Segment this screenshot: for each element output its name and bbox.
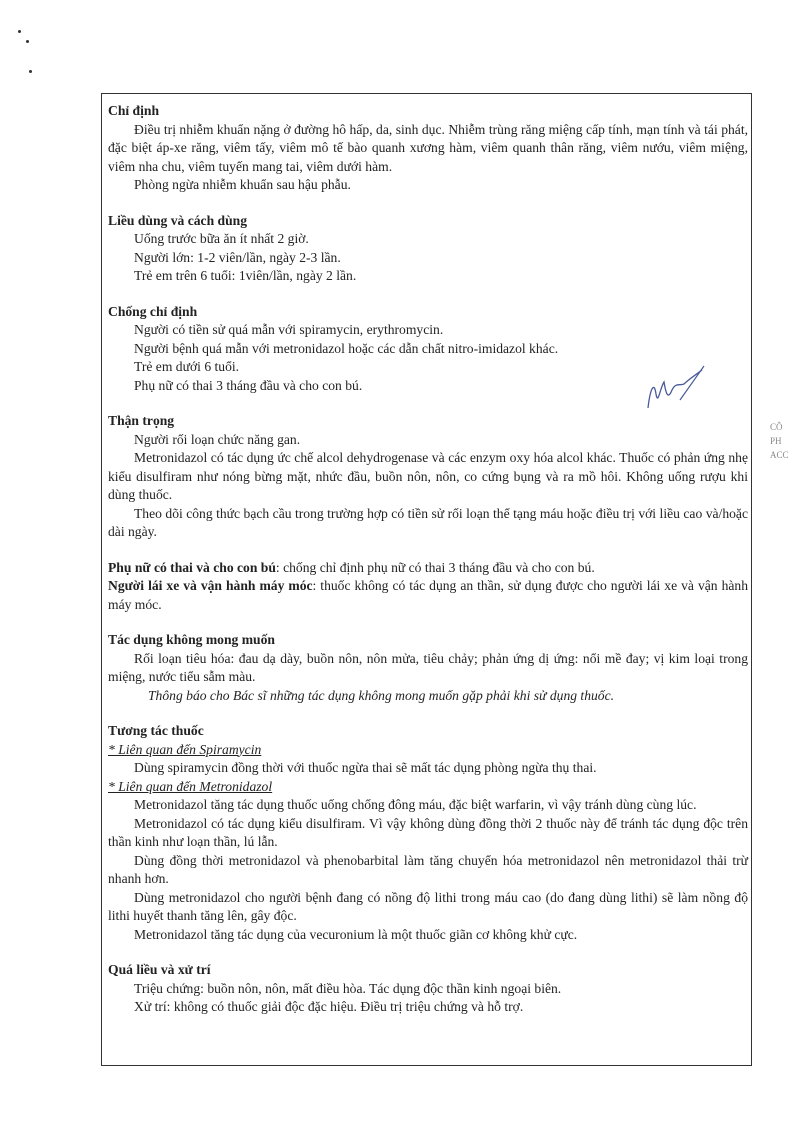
section-overdose: [108, 961, 748, 1017]
paragraph: Uống trước bữa ăn ít nhất 2 giờ.: [134, 231, 309, 246]
italic-note: Thông báo cho Bác sĩ những tác dụng không mong muốn gặp phải khi sử dụng thuốc.: [148, 687, 615, 703]
subsection-title: * Liên quan đến Spiramycin: [108, 741, 262, 757]
paragraph: Điều trị nhiễm khuẩn nặng ở đường hô hấp, da, sinh dục. Nhiễm trùng răng miệng cấp tính, mạn tính và tái phát, đặc biệt áp-xe răng, viêm tấy, viêm mô tế bào quanh xương hàm, viêm quanh thân răng, viêm nướu, viêm miệng, viêm nha chu, viêm tuyến mang tai, viêm dưới hàm.: [108, 121, 748, 174]
section-title: Tương tác thuốc: [108, 723, 204, 738]
section-title: Quá liều và xử trí: [108, 962, 211, 977]
section-cautions: [108, 412, 748, 542]
paragraph: Người lớn: 1-2 viên/lần, ngày 2-3 lần.: [134, 249, 341, 265]
section-interactions: [108, 722, 748, 944]
margin-stamp: CÔ PH ACC: [770, 422, 789, 460]
section-title: Chỉ định: [108, 103, 160, 118]
pregnancy-text: : chống chỉ định phụ nữ có thai 3 tháng đầu và cho con bú.: [275, 559, 595, 575]
paragraph: Rối loạn tiêu hóa: đau dạ dày, buồn nôn, nôn mửa, tiêu chảy; phản ứng dị ứng: nổi mề đay; vị kim loại trong miệng, nước tiểu sẫm màu.: [108, 650, 748, 684]
pregnancy-paragraph: [108, 559, 748, 578]
scan-speck: [26, 40, 29, 43]
section-adverse-effects: [108, 631, 748, 705]
paragraph: Metronidazol tăng tác dụng thuốc uống chống đông máu, đặc biệt warfarin, vì vậy tránh dùng cùng lúc.: [134, 797, 697, 812]
paragraph: Dùng đồng thời metronidazol và phenobarbital làm tăng chuyển hóa metronidazol nên metronidazol thải trừ nhanh hơn.: [108, 852, 748, 886]
paragraph: Người bệnh quá mẫn với metronidazol hoặc các dẫn chất nitro-imidazol khác.: [134, 340, 559, 356]
paragraph: Phụ nữ có thai 3 tháng đầu và cho con bú.: [134, 377, 363, 393]
section-indications: [108, 102, 748, 195]
section-dosage: [108, 212, 748, 286]
paragraph: Trẻ em dưới 6 tuổi.: [134, 359, 240, 374]
paragraph: Phòng ngừa nhiễm khuẩn sau hậu phẫu.: [134, 177, 351, 192]
paragraph: Metronidazol tăng tác dụng của vecuronium là một thuốc giãn cơ không khử cực.: [134, 926, 578, 942]
paragraph: Người có tiền sử quá mẫn với spiramycin, erythromycin.: [134, 322, 444, 337]
paragraph: Dùng metronidazol cho người bệnh đang có nồng độ lithi trong máu cao (do đang dùng lithi) sẽ làm nồng độ lithi huyết thanh tăng lên, gây độc.: [108, 889, 748, 923]
paragraph: Dùng spiramycin đồng thời với thuốc ngừa thai sẽ mất tác dụng phòng ngừa thụ thai.: [134, 760, 597, 775]
paragraph: Theo dõi công thức bạch cầu trong trường hợp có tiền sử rối loạn thể tạng máu hoặc điều trị với liều cao và/hoặc dài ngày.: [108, 505, 748, 539]
driving-paragraph: [108, 577, 748, 614]
subsection-title: * Liên quan đến Metronidazol: [108, 778, 273, 794]
section-title: Chống chỉ định: [108, 303, 198, 319]
leaflet-content: [108, 102, 748, 1034]
paragraph: Metronidazol có tác dụng ức chế alcol dehydrogenase và các enzym oxy hóa alcol khác. Thuốc có phản ứng nhẹ kiểu disulfiram như nóng bừng mặt, nhức đầu, buồn nôn, nôn, co cứng bụng và ra mồ hôi. Không uống rượu khi dùng thuốc.: [108, 450, 748, 502]
paragraph: Triệu chứng: buồn nôn, nôn, mất điều hòa. Tác dụng độc thần kinh ngoại biên.: [134, 980, 562, 996]
section-contraindications: [108, 303, 748, 396]
paragraph: Metronidazol có tác dụng kiểu disulfiram. Vì vậy không dùng đồng thời 2 thuốc này để tránh tác dụng độc trên thần kinh như loạn thần, lú lẫn.: [108, 815, 748, 849]
section-title: Tác dụng không mong muốn: [108, 632, 275, 647]
paragraph: Trẻ em trên 6 tuổi: 1viên/lần, ngày 2 lần.: [134, 268, 357, 283]
scan-speck: [18, 30, 21, 33]
driving-label: Người lái xe và vận hành máy móc: [108, 578, 313, 593]
section-title: Thận trọng: [108, 413, 175, 428]
section-pregnancy-driving: [108, 559, 748, 615]
paragraph: Xử trí: không có thuốc giải độc đặc hiệu. Điều trị triệu chứng và hỗ trợ.: [134, 999, 524, 1014]
paragraph: Người rối loạn chức năng gan.: [134, 431, 301, 447]
pregnancy-label: Phụ nữ có thai và cho con bú: [108, 559, 276, 575]
section-title: Liều dùng và cách dùng: [108, 212, 248, 228]
scan-speck: [29, 70, 32, 73]
driving-text: : thuốc không có tác dụng an thần, sử dụng được cho người lái xe và vận hành máy móc.: [108, 578, 748, 612]
